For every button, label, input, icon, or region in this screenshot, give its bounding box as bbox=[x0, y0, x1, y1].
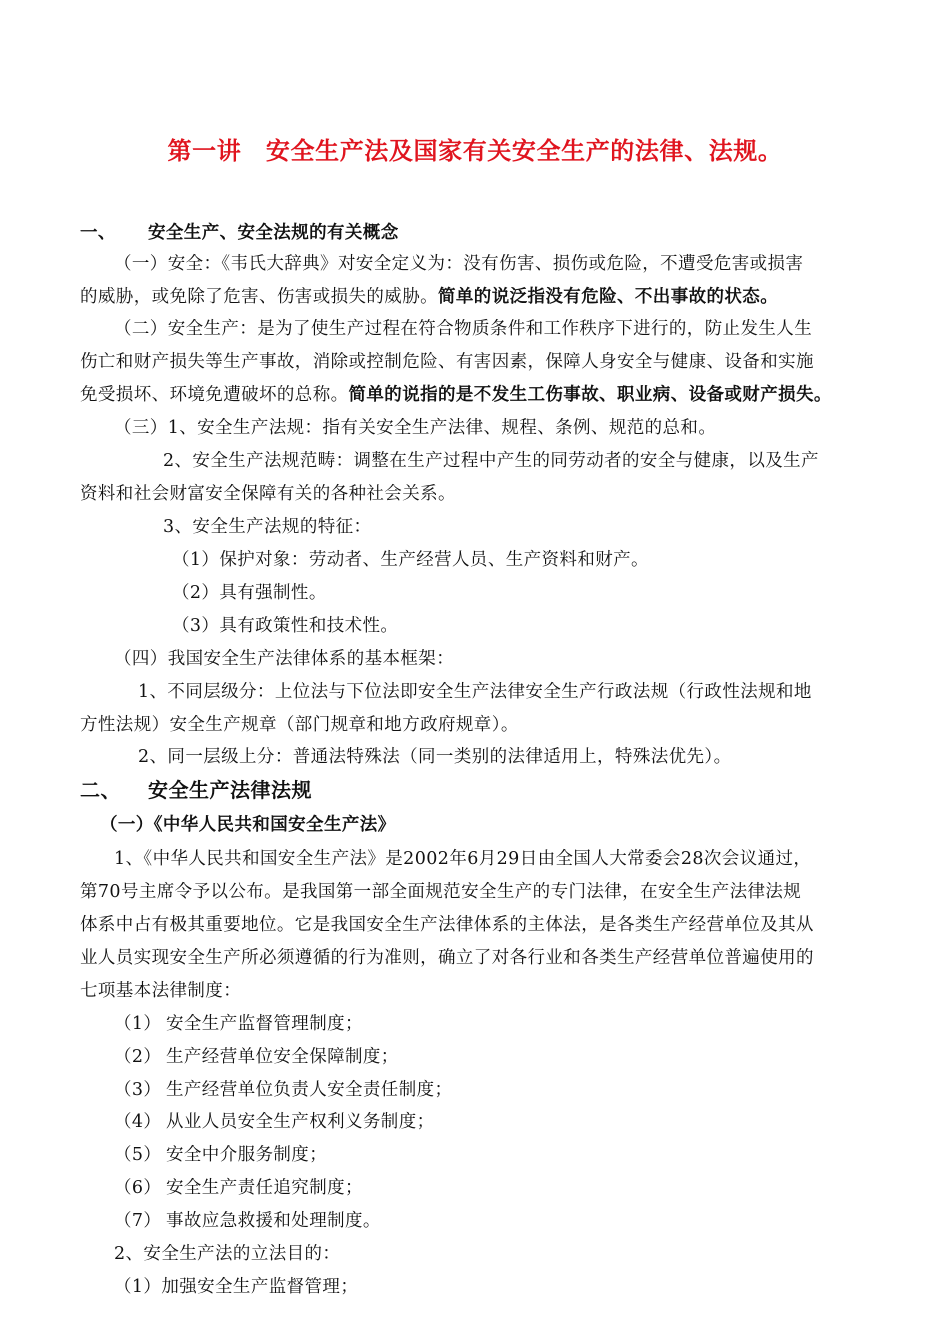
list-item bbox=[114, 1210, 381, 1232]
list-item-text: 安全中介服务制度； bbox=[166, 1145, 328, 1165]
list-item-number: （4） bbox=[114, 1112, 162, 1132]
list-item-text: 生产经营单位安全保障制度； bbox=[166, 1047, 399, 1067]
para-production-emphasis: 简单的说指的是不发生工伤事故、职业病、设备或财产损失。 bbox=[348, 385, 832, 405]
para-regulations-scope-line2: 资料和社会财富安全保障有关的各种社会关系。 bbox=[80, 484, 456, 504]
para-regulations-scope-line1: 2、安全生产法规范畴：调整在生产过程中产生的同劳动者的安全与健康，以及生产 bbox=[163, 451, 819, 471]
para-law-line2: 第70号主席令予以公布。是我国第一部全面规范安全生产的专门法律，在安全生产法律法规 bbox=[80, 882, 802, 902]
para-features: 3、安全生产法规的特征： bbox=[163, 517, 372, 537]
feature-item-3: （3）具有政策性和技术性。 bbox=[172, 616, 399, 636]
list-item-number: （5） bbox=[114, 1145, 162, 1165]
para-production-line2: 伤亡和财产损失等生产事故，消除或控制危险、有害因素，保障人身安全与健康、设备和实施 bbox=[80, 352, 814, 372]
list-item-text: 生产经营单位负责人安全责任制度； bbox=[166, 1080, 453, 1100]
para-production-line3 bbox=[80, 384, 832, 406]
para-levels-line1: 1、不同层级分：上位法与下位法即安全生产法律安全生产行政法规（行政性法规和地 bbox=[138, 682, 812, 702]
feature-item-1: （1）保护对象：劳动者、生产经营人员、生产资料和财产。 bbox=[172, 550, 649, 570]
para-levels-line2: 方性法规）安全生产规章（部门规章和地方政府规章）。 bbox=[80, 715, 519, 735]
para-framework: （四）我国安全生产法律体系的基本框架： bbox=[114, 649, 455, 669]
para-regulations-def: （三）1、安全生产法规：指有关安全生产法律、规程、条例、规范的总和。 bbox=[114, 418, 717, 438]
list-item bbox=[114, 1177, 363, 1199]
list-item-number: （7） bbox=[114, 1211, 162, 1231]
para-purpose: 2、安全生产法的立法目的： bbox=[114, 1244, 341, 1264]
subsection-law-title: （一）《中华人民共和国安全生产法》 bbox=[100, 815, 396, 835]
list-item bbox=[114, 1144, 327, 1166]
list-item-text: 从业人员安全生产权利义务制度； bbox=[166, 1112, 435, 1132]
purpose-item-1: （1）加强安全生产监督管理； bbox=[114, 1277, 359, 1297]
para-safety-line1: （一）安全：《韦氏大辞典》对安全定义为：没有伤害、损伤或危险，不遭受危害或损害 bbox=[114, 254, 804, 274]
para-safety-emphasis: 简单的说泛指没有危险、不出事故的状态。 bbox=[438, 287, 779, 307]
para-production-line1: （二）安全生产：是为了使生产过程在符合物质条件和工作秩序下进行的，防止发生人生 bbox=[114, 319, 813, 339]
para-safety-text: 的威胁，或免除了危害、伤害或损失的威胁。 bbox=[80, 287, 438, 307]
list-item bbox=[114, 1079, 452, 1101]
section-1-number: 一、 bbox=[80, 223, 116, 243]
list-item-text: 安全生产责任追究制度； bbox=[166, 1178, 363, 1198]
list-item-number: （6） bbox=[114, 1178, 162, 1198]
para-production-text: 免受损坏、环境免遭破坏的总称。 bbox=[80, 385, 349, 405]
list-item-text: 事故应急救援和处理制度。 bbox=[166, 1211, 381, 1231]
para-safety-line2 bbox=[80, 286, 778, 308]
para-law-line3: 体系中占有极其重要地位。它是我国安全生产法律体系的主体法，是各类生产经营单位及其从 bbox=[80, 915, 814, 935]
para-law-line1: 1、《中华人民共和国安全生产法》是2002年6月29日由全国人大常委会28次会议通过， bbox=[114, 849, 812, 869]
list-item-number: （2） bbox=[114, 1047, 162, 1067]
feature-item-2: （2）具有强制性。 bbox=[172, 583, 327, 603]
list-item bbox=[114, 1111, 435, 1133]
section-1-heading: 安全生产、安全法规的有关概念 bbox=[148, 223, 399, 243]
page-title: 第一讲 安全生产法及国家有关安全生产的法律、法规。 bbox=[167, 136, 783, 165]
list-item-number: （1） bbox=[114, 1014, 162, 1034]
list-item-number: （3） bbox=[114, 1080, 162, 1100]
list-item bbox=[114, 1013, 363, 1035]
para-law-line4: 业人员实现安全生产所必须遵循的行为准则，确立了对各行业和各类生产经营单位普遍使用的 bbox=[80, 948, 814, 968]
list-item bbox=[114, 1046, 399, 1068]
section-2-heading: 安全生产法律法规 bbox=[148, 778, 312, 802]
list-item-text: 安全生产监督管理制度； bbox=[166, 1014, 363, 1034]
para-law-line5: 七项基本法律制度： bbox=[80, 981, 242, 1001]
para-same-level: 2、同一层级上分：普通法特殊法（同一类别的法律适用上，特殊法优先）。 bbox=[138, 747, 732, 767]
section-2-number: 二、 bbox=[80, 778, 121, 802]
